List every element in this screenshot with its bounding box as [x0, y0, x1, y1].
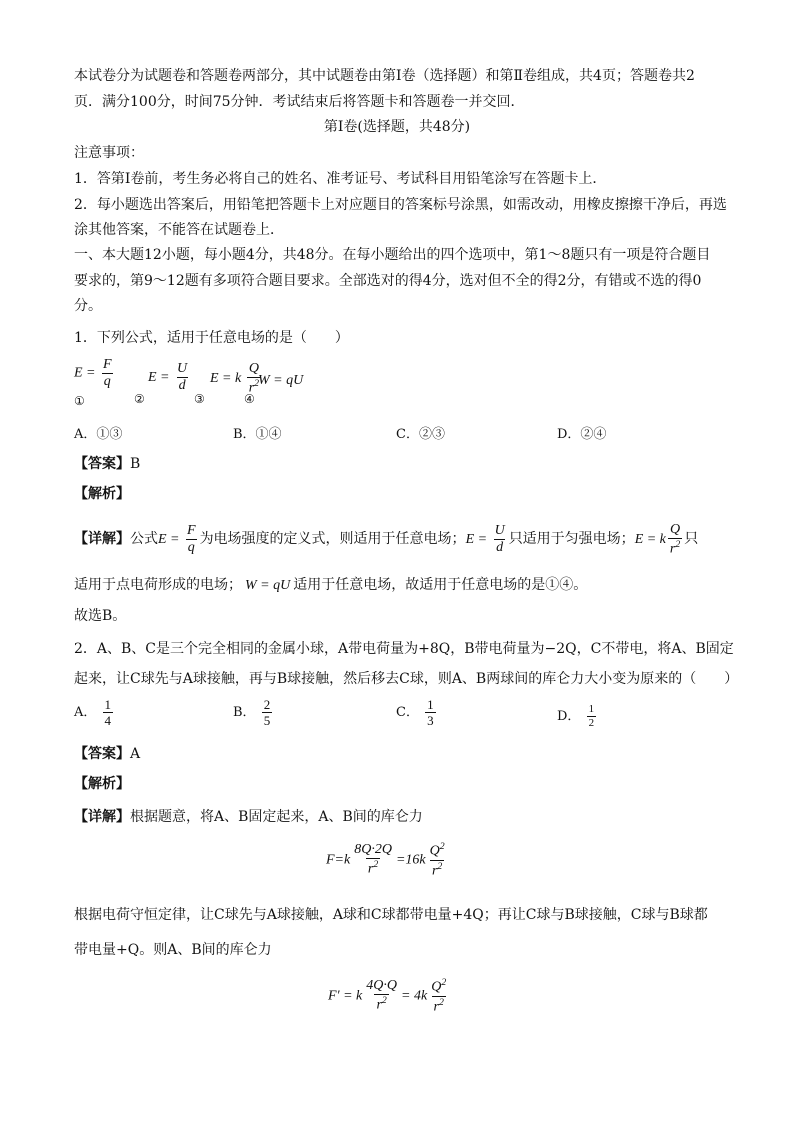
- q1-option-a: A．①③: [74, 427, 123, 442]
- q1-answer-value: B: [130, 456, 141, 472]
- q2-stem-2: 起来，让C球先与A球接触，再与B球接触，然后移去C球，则A、B两球间的库仑力大小变为原来的（ ）: [74, 671, 739, 687]
- q2-formula-f: F=k $\frac{8Q\cdot 2Q}{r^2}$ =16k $\frac{Q^2}{r^2}$: [326, 841, 445, 879]
- q1-option-b: B．①④: [233, 427, 282, 442]
- q1-formula-label-3: ③: [194, 392, 205, 406]
- q2-option-c-num: 1: [427, 697, 434, 712]
- q2-option-d: [557, 704, 598, 729]
- q2-option-a-den: 4: [104, 713, 112, 728]
- intro-line-2: 页．满分100分，时间75分钟．考试结束后将答题卡和答题卷一并交回．: [74, 94, 525, 110]
- q1-stem: 1．下列公式，适用于任意电场的是（ ）: [74, 330, 349, 346]
- q1-option-c: C．②③: [396, 427, 445, 442]
- q2-option-a-letter: A．: [74, 705, 97, 720]
- q2-option-a-num: 1: [104, 697, 112, 712]
- q1-detail-text-6: 适用于任意电场，故适用于任意电场的是①④。: [293, 577, 588, 593]
- q2-answer-value: A: [130, 746, 141, 762]
- q1-detail-tag: 【详解】: [74, 531, 130, 547]
- q2-option-d-den: 2: [588, 717, 595, 729]
- q2-option-b-letter: B．: [233, 705, 256, 720]
- q2-option-b-num: 2: [263, 697, 271, 712]
- q2-detail-line-3: 带电量+Q。则A、B间的库仑力: [74, 942, 272, 958]
- q2-option-b: [233, 698, 274, 727]
- q1-formula-label-2: ②: [134, 392, 145, 406]
- q2-detail-line-1: [74, 808, 724, 826]
- notes-title: 注意事项：: [74, 145, 144, 161]
- q2-answer: [74, 745, 724, 763]
- q1-option-d: D．②④: [557, 427, 607, 442]
- q1-formula-label-1: ①: [74, 394, 85, 408]
- note-2b: 涂其他答案，不能答在试题卷上．: [74, 222, 284, 238]
- section-title: 第Ⅰ卷(选择题，共48分): [323, 119, 471, 135]
- q2-detail-line-2: 根据电荷守恒定律，让C球先与A球接触，A球和C球都带电量+4Q；再让C球与B球接触，C球与B球都: [74, 907, 708, 923]
- q1-formula-3: ③ E = k $\frac{Q}{r^2}$: [194, 361, 260, 406]
- note-1: 1．答第Ⅰ卷前，考生务必将自己的姓名、准考证号、考试科目用铅笔涂写在答题卡上．: [74, 171, 607, 187]
- q1-answer-tag: 【答案】: [74, 456, 130, 472]
- q2-detail-tag: 【详解】: [74, 809, 130, 825]
- q2-option-c-den: 3: [427, 713, 434, 728]
- q1-formula-4: ④ W = qU: [244, 373, 304, 406]
- q2-analysis-tag: 【解析】: [74, 776, 130, 792]
- q2-option-a: [74, 698, 115, 727]
- q1-answer: [74, 455, 724, 473]
- q2-option-d-num: 1: [588, 703, 595, 715]
- q2-option-c-letter: C．: [396, 705, 419, 720]
- intro-line-1: 本试卷分为试题卷和答题卷两部分，其中试题卷由第Ⅰ卷（选择题）和第Ⅱ卷组成，共4页；答题卷共2: [74, 68, 695, 84]
- part1-line-a: 一、本大题12小题，每小题4分，共48分。在每小题给出的四个选项中，第1～8题只有一项是符合题目: [74, 247, 711, 263]
- q1-detail-text-4: 只: [684, 531, 699, 547]
- q1-conclusion: 故选B。: [74, 608, 127, 624]
- q1-analysis-tag: 【解析】: [74, 486, 130, 502]
- q1-detail-line-2: 适用于点电荷形成的电场； W = qU 适用于任意电场，故适用于任意电场的是①④。: [74, 577, 588, 593]
- q1-detail-text-5: 适用于点电荷形成的电场；: [74, 577, 242, 593]
- q1-detail-text-2: 为电场强度的定义式，则适用于任意电场；: [199, 531, 466, 547]
- q2-formula-f-prime: F′ = k $\frac{4Q\cdot Q}{r^2}$ = 4k $\frac{Q^2}{r^2}$: [328, 977, 447, 1015]
- q1-formula-2: ② E = $\frac{U}{d}$: [134, 361, 188, 406]
- q1-formulas: E = $\frac{F}{q}$ ①: [74, 357, 112, 408]
- q1-detail-text-1: 公式: [130, 531, 158, 547]
- q2-option-c: [396, 698, 438, 727]
- q2-option-b-den: 5: [263, 713, 271, 728]
- part1-line-c: 分。: [74, 298, 102, 314]
- part1-line-b: 要求的，第9～12题有多项符合题目要求。全部选对的得4分，选对但不全的得2分，有错或不选的得0: [74, 273, 702, 289]
- q2-stem-1: 2．A、B、C是三个完全相同的金属小球，A带电荷量为+8Q，B带电荷量为−2Q，C不带电，将A、B固定: [74, 641, 734, 657]
- q1-detail-text-3: 只适用于匀强电场；: [508, 531, 635, 547]
- q2-answer-tag: 【答案】: [74, 746, 130, 762]
- note-2a: 2．每小题选出答案后，用铅笔把答题卡上对应题目的答案标号涂黑，如需改动，用橡皮擦擦干净后，再选: [74, 197, 727, 213]
- q1-detail-line-1: 【详解】公式E = $\frac{F}{q}$ 为电场强度的定义式，则适用于任意电场；E = $\frac{U}{d}$ 只适用于匀强电场；E = k $\frac{Q}{r^2}$ 只: [74, 521, 699, 557]
- q2-option-d-letter: D．: [557, 709, 581, 724]
- q1-formula-label-4: ④: [244, 392, 255, 406]
- q2-detail-text-1: 根据题意，将A、B固定起来，A、B间的库仑力: [130, 809, 423, 825]
